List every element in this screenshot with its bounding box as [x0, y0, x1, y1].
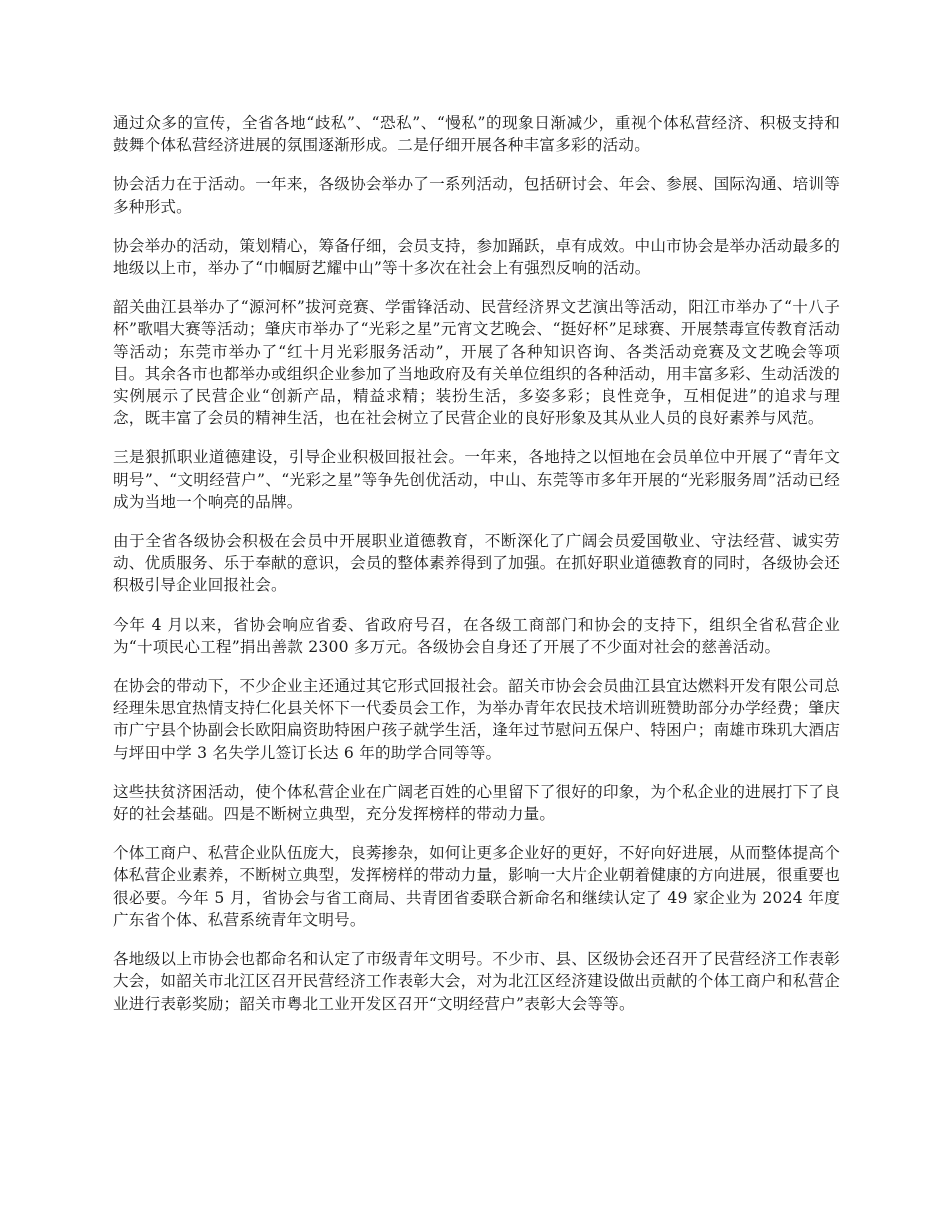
paragraph-1: 通过众多的宣传，全省各地“歧私”、“恐私”、“慢私”的现象日渐减少，重视个体私营经济、积极支持和鼓舞个体私营经济进展的氛围逐渐形成。二是仔细开展各种丰富多彩的活动。	[113, 114, 840, 155]
paragraph-5: 三是狠抓职业道德建设，引导企业积极回报社会。一年来，各地持之以恒地在会员单位中开展了“青年文明号”、“文明经营户”、“光彩之星”等争先创优活动，中山、东莞等市多年开展的“光彩服务周”活动已经成为当地一个响亮的品牌。	[113, 448, 840, 511]
paragraph-7: 今年 4 月以来，省协会响应省委、省政府号召，在各级工商部门和协会的支持下，组织全省私营企业为“十项民心工程”捐出善款 2300 多万元。各级协会自身还了开展了不少面对社会的慈善活动。	[113, 615, 840, 656]
paragraph-11: 各地级以上市协会也都命名和认定了市级青年文明号。不少市、县、区级协会还召开了民营经济工作表彰大会，如韶关市北江区召开民营经济工作表彰大会，对为北江区经济建设做出贡献的个体工商户和私营企业进行表彰奖励；韶关市粤北工业开发区召开“文明经营户”表彰大会等等。	[113, 950, 840, 1013]
paragraph-3: 协会举办的活动，策划精心，筹备仔细，会员支持，参加踊跃，卓有成效。中山市协会是举办活动最多的地级以上市，举办了“巾帼厨艺耀中山”等十多次在社会上有强烈反响的活动。	[113, 236, 840, 278]
paragraph-4: 韶关曲江县举办了“源河杯”拔河竞赛、学雷锋活动、民营经济界文艺演出等活动，阳江市举办了“十八子杯”歌唱大赛等活动；肇庆市举办了“光彩之星”元宵文艺晚会、“挺好杯”足球赛、开展禁毒宣传教育活动等活动；东莞市举办了“红十月光彩服务活动”，开展了各种知识咨询、各类活动竞赛及文艺晚会等项目。其余各市也都举办或组织企业参加了当地政府及有关单位组织的各种活动，用丰富多彩、生动活泼的实例展示了民营企业“创新产品，精益求精；装扮生活，多姿多彩；良性竞争，互相促进”的追求与理念，既丰富了会员的精神生活，也在社会树立了民营企业的良好形象及其从业人员的良好素养与风范。	[113, 298, 840, 428]
document-body	[113, 112, 840, 1032]
paragraph-8: 在协会的带动下，不少企业主还通过其它形式回报社会。韶关市协会会员曲江县宜达燃料开发有限公司总经理朱思宜热情支持仁化县关怀下一代委员会工作，为举办青年农民技术培训班赞助部分办学经费；肇庆市广宁县个协副会长欧阳扁资助特困户孩子就学生活，逢年过节慰问五保户、特困户；南雄市珠玑大酒店与坪田中学 3 名失学儿签订长达 6 年的助学合同等等。	[113, 677, 840, 762]
paragraph-6: 由于全省各级协会积极在会员中开展职业道德教育，不断深化了广阔会员爱国敬业、守法经营、诚实劳动、优质服务、乐于奉献的意识，会员的整体素养得到了加强。在抓好职业道德教育的同时，各级协会还积极引导企业回报社会。	[113, 532, 840, 595]
paragraph-2: 协会活力在于活动。一年来，各级协会举办了一系列活动，包括研讨会、年会、参展、国际沟通、培训等多种形式。	[113, 175, 840, 216]
paragraph-9: 这些扶贫济困活动，使个体私营企业在广阔老百姓的心里留下了很好的印象，为个私企业的进展打下了良好的社会基础。四是不断树立典型，充分发挥榜样的带动力量。	[113, 782, 840, 824]
paragraph-10: 个体工商户、私营企业队伍庞大，良莠掺杂，如何让更多企业好的更好，不好向好进展，从而整体提高个体私营企业素养，不断树立典型，发挥榜样的带动力量，影响一大片企业朝着健康的方向进展，很重要也很必要。今年 5 月，省协会与省工商局、共青团省委联合新命名和继续认定了 49 家企业为 2024 年度广东省个体、私营系统青年文明号。	[113, 844, 840, 929]
